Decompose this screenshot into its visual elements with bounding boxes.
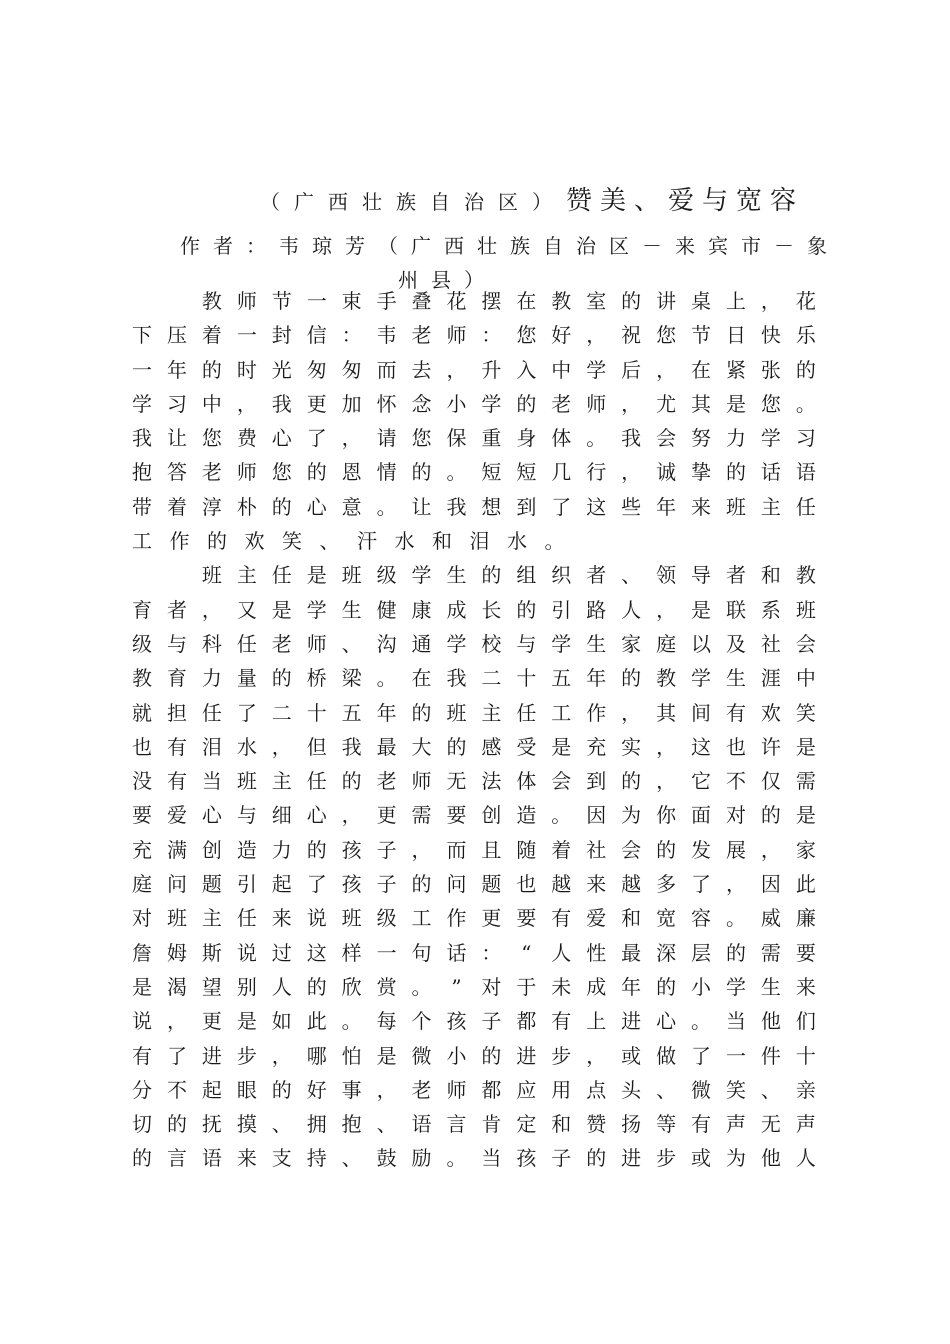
body-line: 切 的 抚 摸 、 拥 抱 、 语 言 肯 定 和 赞 扬 等 有 声 无 声 [132,1112,816,1137]
body-line: 级 与 科 任 老 师 、 沟 通 学 校 与 学 生 家 庭 以 及 社 会 [132,631,816,656]
article-title [260,180,860,217]
body-line: 下 压 着 一 封 信 ： 韦 老 师 ： 您 好 ， 祝 您 节 日 快 乐 [132,323,816,348]
body-line: 庭 问 题 引 起 了 孩 子 的 问 题 也 越 来 越 多 了 ， 因 此 [132,872,816,897]
body-line: 一 年 的 时 光 匆 匆 而 去 ， 升 入 中 学 后 ， 在 紧 张 的 [132,357,816,382]
body-line: 要 爱 心 与 细 心 ， 更 需 要 创 造 。 因 为 你 面 对 的 是 [132,803,816,828]
body-line: 抱 答 老 师 您 的 恩 情 的 。 短 短 几 行 ， 诚 挚 的 话 语 [132,460,816,485]
body-line: 有 了 进 步 ， 哪 怕 是 微 小 的 进 步 ， 或 做 了 一 件 十 [132,1043,816,1068]
author-byline: 作者：韦琼芳（广西壮族自治区－来宾市－象 [180,234,840,258]
body-line: 的 言 语 来 支 持 、 鼓 励 。 当 孩 子 的 进 步 或 为 他 人 [132,1146,816,1171]
body-line: 学 习 中 ， 我 更 加 怀 念 小 学 的 老 师 ， 尤 其 是 您 。 [132,391,816,416]
author-byline-continued: 州县） [398,268,497,292]
body-line: 育 者 ， 又 是 学 生 健 康 成 长 的 引 路 人 ， 是 联 系 班 [132,597,816,622]
body-line: 分 不 起 眼 的 好 事 ， 老 师 都 应 用 点 头 、 微 笑 、 亲 [132,1077,816,1102]
body-line: 带 着 淳 朴 的 心 意 。 让 我 想 到 了 这 些 年 来 班 主 任 [132,494,816,519]
title-main: 赞美、爱与宽容 [566,186,805,216]
body-line: 班 主 任 是 班 级 学 生 的 组 织 者 、 领 导 者 和 教 [201,563,816,588]
body-line: 工 作 的 欢 笑 、 汗 水 和 泪 水 。 [132,529,565,554]
title-region-prefix: （广西壮族自治区） [260,190,566,214]
body-line: 充 满 创 造 力 的 孩 子 ， 而 且 随 着 社 会 的 发 展 ， 家 [132,837,816,862]
body-line: 说 ， 更 是 如 此 。 每 个 孩 子 都 有 上 进 心 。 当 他 们 [132,1009,816,1034]
body-line: 对 班 主 任 来 说 班 级 工 作 更 要 有 爱 和 宽 容 。 威 廉 [132,906,816,931]
body-line: 教 育 力 量 的 桥 梁 。 在 我 二 十 五 年 的 教 学 生 涯 中 [132,666,816,691]
body-line: 就 担 任 了 二 十 五 年 的 班 主 任 工 作 ， 其 间 有 欢 笑 [132,700,816,725]
body-line: 是 渴 望 别 人 的 欣 赏 。 ” 对 于 未 成 年 的 小 学 生 来 [132,974,816,999]
body-line: 我 让 您 费 心 了 ， 请 您 保 重 身 体 。 我 会 努 力 学 习 [132,426,816,451]
body-line: 詹 姆 斯 说 过 这 样 一 句 话 ： “ 人 性 最 深 层 的 需 要 [132,940,816,965]
body-line: 也 有 泪 水 ， 但 我 最 大 的 感 受 是 充 实 ， 这 也 许 是 [132,734,816,759]
article-body [132,284,816,1176]
body-line: 教 师 节 一 束 手 叠 花 摆 在 教 室 的 讲 桌 上 ， 花 [201,289,816,313]
body-line: 没 有 当 班 主 任 的 老 师 无 法 体 会 到 的 ， 它 不 仅 需 [132,769,816,794]
